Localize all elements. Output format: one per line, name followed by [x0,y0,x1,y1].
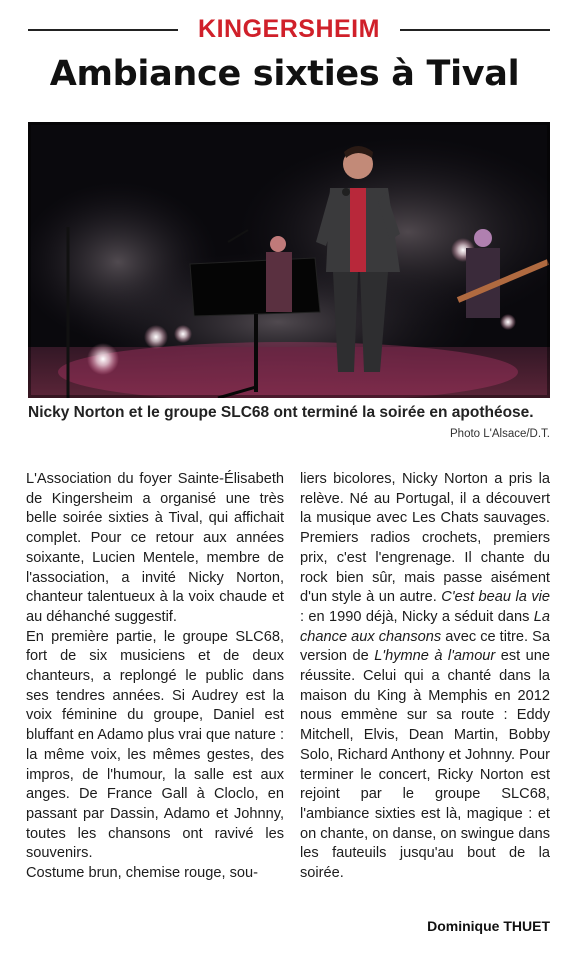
article-column-right [300,470,550,884]
article-column-left [26,470,284,884]
text-run: : en 1990 déjà, Nicky a séduit dans [300,608,530,625]
kicker: KINGERSHEIM [198,15,380,43]
concert-photo-illustration [28,122,550,398]
text-run: liers bicolores, Nicky Norton a pris la relève. Né au Portugal, il a découvert la musique avec Les Chats sauvages. Premiers radios crochets, premiers prix, c'est l'engrenage. Il chante du rock bien sûr, mais passe aisément d'un style à un autre. [300,471,550,606]
song-title-1: C'est beau la vie [441,589,551,606]
photo-credit: Photo L'Alsace/D.T. [450,428,550,440]
tv-show-title: La chance aux chansons [300,608,550,645]
paragraph-3: Costume brun, chemise rouge, sou- [26,865,258,882]
author-signature: Dominique THUET [427,918,550,934]
paragraph-4 [300,470,550,884]
paragraph-1: L'Association du foyer Sainte-Élisabeth de Kingersheim a organisé une très belle soirée sixties à Tival, qui affichait complet. Pour ce retour aux années soixante, Lucien Mentele, membre de l'association, a invité Nicky Norton, chanteur talentueux à la voix chaude et au déhanché suggestif. [26,471,284,625]
song-title-2: L'hymne à l'amour [374,648,496,665]
text-run: avec ce titre. Sa version de [300,628,550,665]
photo-caption: Nicky Norton et le groupe SLC68 ont terminé la soirée en apothéose. [28,404,534,421]
paragraph-2: En première partie, le groupe SLC68, fort de six musiciens et de deux chanteurs, a replongé le public dans ses tendres années. Si Audrey est la voix féminine du groupe, Daniel est bluffant en Adamo plus vrai que nature : la même voix, les mêmes gestes, des impros, de l'humour, la salle est aux anges. De France Gall à Cloclo, en passant par Dassin, Adamo et Johnny, toutes les chansons ont ravivé les souvenirs. [26,628,284,862]
kicker-row [28,14,550,44]
concert-photo [28,122,550,398]
text-run: est une réussite. Celui qui a chanté dans la maison du King à Memphis en 2012 nous emmène sur sa route : Eddy Mitchell, Elvis, Dean Martin, Bobby Solo, Richard Anthony et Johnny. Pour terminer le concert, Ricky Norton est rejoint par le groupe SLC68, l'ambiance sixties est là, magique : et on chante, on danse, on swingue dans les fauteuils jusqu'au bout de la soirée. [300,648,551,882]
headline: Ambiance sixties à Tival [49,54,520,94]
